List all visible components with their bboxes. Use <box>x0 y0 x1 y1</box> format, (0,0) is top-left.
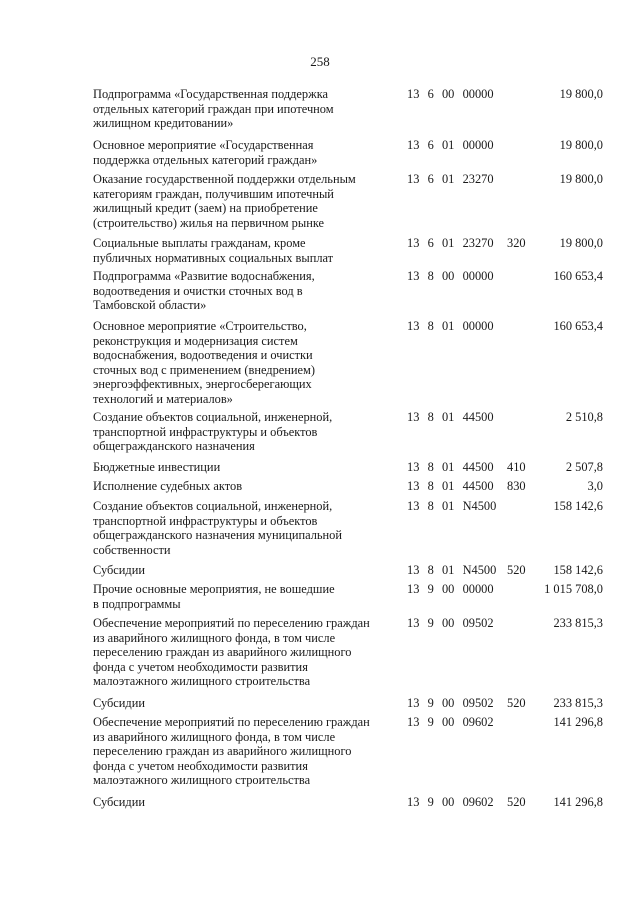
row-amount: 19 800,0 <box>559 172 603 186</box>
row-code: 13 8 01 00000 <box>407 319 494 333</box>
row-amount: 160 653,4 <box>553 269 603 283</box>
row-amount: 3,0 <box>587 479 603 493</box>
row-code: 13 9 00 00000 <box>407 582 494 596</box>
row-amount: 233 815,3 <box>553 616 603 630</box>
row-expense-type: 410 <box>507 460 526 474</box>
row-amount: 2 507,8 <box>565 460 603 474</box>
row-description: Прочие основные мероприятия, не вошедшие в подпрограммы <box>93 582 335 611</box>
row-expense-type: 830 <box>507 479 526 493</box>
row-amount: 141 296,8 <box>553 715 603 729</box>
row-expense-type: 520 <box>507 795 526 809</box>
row-description: Основное мероприятие «Государственная поддержка отдельных категорий граждан» <box>93 138 318 167</box>
row-description: Бюджетные инвестиции <box>93 460 221 474</box>
row-code: 13 6 01 00000 <box>407 138 494 152</box>
row-description: Субсидии <box>93 795 145 809</box>
row-description: Подпрограмма «Развитие водоснабжения, водоотведения и очистки сточных вод в Тамбовской области» <box>93 269 315 313</box>
row-code: 13 8 01 44500 <box>407 410 494 424</box>
row-code: 13 9 00 09602 <box>407 715 494 729</box>
row-code: 13 8 00 00000 <box>407 269 494 283</box>
row-amount: 19 800,0 <box>559 87 603 101</box>
row-amount: 233 815,3 <box>553 696 603 710</box>
row-amount: 19 800,0 <box>559 138 603 152</box>
row-code: 13 9 00 09602 <box>407 795 494 809</box>
row-description: Субсидии <box>93 563 145 577</box>
row-code: 13 9 00 09502 <box>407 616 494 630</box>
row-expense-type: 520 <box>507 696 526 710</box>
row-description: Оказание государственной поддержки отдельным категориям граждан, получившим ипотечный жилищный кредит (заем) на приобретение (строительство) жилья на первичном рынке <box>93 172 356 230</box>
row-amount: 1 015 708,0 <box>544 582 603 596</box>
row-code: 13 6 00 00000 <box>407 87 494 101</box>
row-description: Создание объектов социальной, инженерной, транспортной инфраструктуры и объектов общегражданского назначения <box>93 410 333 454</box>
row-amount: 160 653,4 <box>553 319 603 333</box>
row-description: Подпрограмма «Государственная поддержка отдельных категорий граждан при ипотечном жилищном кредитовании» <box>93 87 334 131</box>
row-description: Исполнение судебных актов <box>93 479 243 493</box>
row-code: 13 6 01 23270 <box>407 236 494 250</box>
row-description: Социальные выплаты гражданам, кроме публичных нормативных социальных выплат <box>93 236 334 265</box>
row-description: Обеспечение мероприятий по переселению граждан из аварийного жилищного фонда, в том числе переселению граждан из аварийного жилищного фонда с учетом необходимости развития малоэтажного жилищного строительства <box>93 715 370 788</box>
row-code: 13 8 01 44500 <box>407 479 494 493</box>
row-description: Основное мероприятие «Строительство, реконструкция и модернизация систем водоснабжения, водоотведения и очистки сточных вод с применением (внедрением) энергоэффективных, энергосберегающих технологий и материалов» <box>93 319 316 406</box>
row-expense-type: 520 <box>507 563 526 577</box>
row-code: 13 8 01 44500 <box>407 460 494 474</box>
row-description: Создание объектов социальной, инженерной, транспортной инфраструктуры и объектов общегражданского назначения муниципальной собственности <box>93 499 343 557</box>
row-description: Субсидии <box>93 696 145 710</box>
page-number: 258 <box>310 54 330 69</box>
row-amount: 158 142,6 <box>553 563 603 577</box>
row-amount: 19 800,0 <box>559 236 603 250</box>
row-description: Обеспечение мероприятий по переселению граждан из аварийного жилищного фонда, в том числе переселению граждан из аварийного жилищного фонда с учетом необходимости развития малоэтажного жилищного строительства <box>93 616 370 689</box>
row-amount: 158 142,6 <box>553 499 603 513</box>
row-code: 13 6 01 23270 <box>407 172 494 186</box>
row-code: 13 8 01 N4500 <box>407 499 497 513</box>
row-code: 13 9 00 09502 <box>407 696 494 710</box>
row-code: 13 8 01 N4500 <box>407 563 497 577</box>
row-amount: 2 510,8 <box>565 410 603 424</box>
row-expense-type: 320 <box>507 236 526 250</box>
row-amount: 141 296,8 <box>553 795 603 809</box>
